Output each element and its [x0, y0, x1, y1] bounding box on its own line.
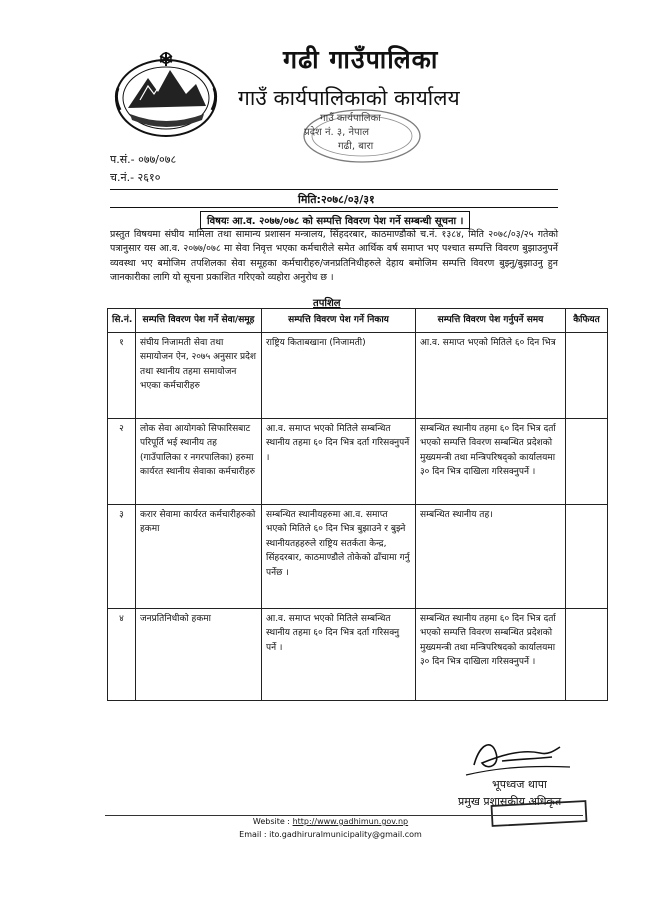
government-emblem [110, 48, 222, 140]
cell-sn: ४ [108, 608, 136, 700]
header-time: सम्पत्ति विवरण पेश गर्नुपर्ने समय [416, 309, 566, 333]
cell-time: सम्बन्धित स्थानीय तह। [416, 504, 566, 608]
table-row [108, 332, 608, 418]
table-row [108, 418, 608, 504]
cell-remark [566, 332, 608, 418]
website-link[interactable]: http://www.gadhimun.gov.np [292, 817, 409, 826]
office-subtitle: गाउँ कार्यपालिकाको कार्यालय [238, 86, 460, 110]
table-row [108, 504, 608, 608]
cell-body: सम्बन्धित स्थानीयहरुमा आ.व. समाप्त भएको मितिले ६० दिन भित्र बुझाउने र बुझ्ने स्थानीयतहहरुले राष्ट्रिय सतर्कता केन्द्र, सिंहदरबार, काठमाण्डौले तोकेको ढाँचामा गर्नु पर्नेछ । [262, 504, 416, 608]
header-group: सम्पत्ति विवरण पेश गर्ने सेवा/समूह [136, 309, 262, 333]
table-row [108, 608, 608, 700]
footer-divider [105, 815, 583, 816]
table-heading: तपशिल [313, 298, 341, 309]
stamp-line-2: प्रदेश नं. ३, नेपाल [304, 127, 370, 138]
email-label: Email : [239, 830, 267, 839]
email-address[interactable]: ito.gadhiruralmunicipality@gmail.com [269, 830, 422, 839]
municipality-title: गढी गाउँपालिका [283, 45, 439, 74]
details-table [107, 308, 608, 701]
divider-date [110, 207, 558, 208]
signer-designation: प्रमुख प्रशासकीय अधिकृत [458, 795, 562, 808]
stamp-text [298, 112, 448, 154]
stamp-line-1: गाउँ कार्यपालिका [320, 113, 381, 124]
cell-group: लोक सेवा आयोगको सिफारिसबाट परिपूर्ति भई स्थानीय तह (गाउँपालिका र नगरपालिका) हरुमा कार्यरत स्थानीय सेवाका कर्मचारीहरु [136, 418, 262, 504]
chalani-number: च.नं.- २६१० [110, 171, 161, 184]
cell-body: राष्ट्रिय किताबखाना (निजामती) [262, 332, 416, 418]
cell-time: सम्बन्धित स्थानीय तहमा ६० दिन भित्र दर्ता भएको सम्पत्ति विवरण सम्बन्धित प्रदेशको मुख्यमन्त्री तथा मन्त्रिपरिषद्को कार्यालयमा ३० दिन भित्र दाखिला गरिसक्नुपर्ने । [416, 418, 566, 504]
divider-top [110, 189, 558, 190]
header-sn: सि.नं. [108, 309, 136, 333]
signer-name: भूपध्वज थापा [492, 778, 547, 791]
header-body: सम्पत्ति विवरण पेश गर्ने निकाय [262, 309, 416, 333]
cell-body: आ.व. समाप्त भएको मितिले सम्बन्धित स्थानीय तहमा ६० दिन भित्र दर्ता गरिसक्नु पर्ने । [262, 608, 416, 700]
subject-line: विषयः आ.व. २०७७/०७८ को सम्पत्ति विवरण पेश गर्ने सम्बन्धी सूचना । [200, 211, 470, 229]
cell-sn: १ [108, 332, 136, 418]
patra-sankhya: प.सं.- ०७७/०७८ [110, 153, 177, 166]
website-label: Website : [252, 817, 291, 826]
handwritten-signature [462, 735, 572, 777]
cell-body: आ.व. समाप्त भएको मितिले सम्बन्धित स्थानीय तहमा ६० दिन भित्र दर्ता गरिसक्नुपर्ने । [262, 418, 416, 504]
header-remark: कैफियत [566, 309, 608, 333]
notice-body: प्रस्तुत विषयमा संघीय मामिला तथा सामान्य प्रशासन मन्त्रालय, सिंहदरबार, काठमाण्डौको च.नं. १३८४, मिति २०७८/०३/२५ गतेको पत्रानुसार यस आ.व. २०७७/०७८ मा सेवा निवृत्त भएका कर्मचारीले समेत आर्थिक वर्ष समाप्त भए पश्चात सम्पत्ति विवरण बुझाउनुपर्ने व्यवस्था भए बमोजिम तपशिलका सेवा समूहका कर्मचारीहरु/जनप्रतिनिधीहरुले देहाय बमोजिम सम्पत्ति विवरण बुझ्नु/बुझाउनु हुन जानकारीका लागि यो सूचना प्रकाशित गरिएको व्यहोरा अनुरोध छ । [110, 229, 558, 283]
cell-group: जनप्रतिनिधीको हकमा [136, 608, 262, 700]
document-date: मिति:२०७८/०३/३१ [298, 193, 375, 206]
cell-sn: ३ [108, 504, 136, 608]
stamp-line-3: गढी, बारा [338, 141, 374, 152]
cell-time: सम्बन्धित स्थानीय तहमा ६० दिन भित्र दर्ता भएको सम्पत्ति विवरण सम्बन्धित प्रदेशको मुख्यमन्त्री तथा मन्त्रिपरिषदको कार्यालयमा ३० दिन भित्र दाखिला गरिसक्नुपर्ने । [416, 608, 566, 700]
cell-group: करार सेवामा कार्यरत कर्मचारीहरुको हकमा [136, 504, 262, 608]
table-header-row [108, 309, 608, 333]
footer-email [0, 830, 661, 839]
cell-time: आ.व. समाप्त भएको मितिले ६० दिन भित्र [416, 332, 566, 418]
cell-remark [566, 504, 608, 608]
cell-sn: २ [108, 418, 136, 504]
footer-website [0, 817, 661, 826]
cell-remark [566, 608, 608, 700]
cell-remark [566, 418, 608, 504]
cell-group: संघीय निजामती सेवा तथा समायोजन ऐन, २०७५ अनुसार प्रदेश तथा स्थानीय तहमा समायोजन भएका कर्मचारीहरु [136, 332, 262, 418]
